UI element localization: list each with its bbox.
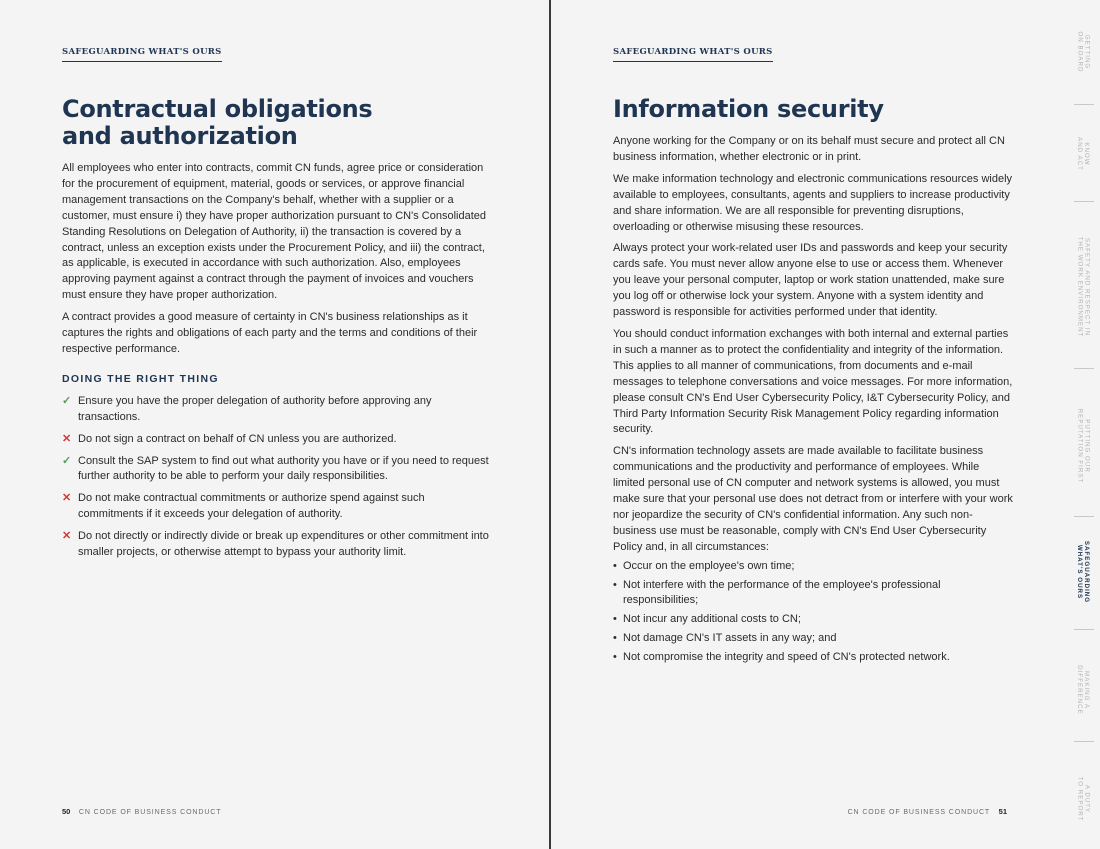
section-eyebrow: SAFEGUARDING WHAT'S OURS [613, 47, 773, 62]
paragraph: All employees who enter into contracts, commit CN funds, agree price or consideration for the procurement of equipment, material, goods or services, or approve financial management transactions on the Company's behalf, whether with a supplier or a customer, must ensure i) they have proper authorization pursuant to CN's Consolidated Standing Resolutions on Delegation of Authority, ii) the transaction is covered by a contract, unless an exception exists under the Procurement Policy, and iii) the contract, as applicable, is executed in accordance with such authorization. Also, employees approving payment against a contract through the payment of invoices and vouchers must ensure they have proper authorization. [62, 162, 486, 302]
tab-safety-and-respect[interactable] [1066, 214, 1100, 359]
checklist-item [62, 529, 492, 561]
paragraph: Anyone working for the Company or on its behalf must secure and protect all CN business information, whether electronic or in print. [613, 135, 1005, 163]
tab-putting-our-reputation-first[interactable] [1066, 380, 1100, 512]
list-item-text: Not incur any additional costs to CN; [623, 613, 801, 626]
check-icon: ✓ [62, 394, 72, 407]
paragraph: You should conduct information exchanges with both internal and external parties in such a manner as to protect the confidentiality and integrity of the information. This applies to all manner of communications, from documents and e-mail messages to telephone conversations and voice messages. For more information, please consult CN's End User Cybersecurity Policy, I&T Cybersecurity Policy, and Third Party Information Security Risk Management Policy regarding information security. [613, 327, 1013, 436]
list-item-text: Occur on the employee's own time; [623, 559, 795, 572]
cross-icon: ✕ [62, 492, 72, 505]
section-eyebrow: SAFEGUARDING WHAT'S OURS [62, 47, 222, 62]
tab-safeguarding-whats-ours[interactable] [1066, 528, 1100, 616]
list-item [613, 650, 1013, 666]
tab-label: PUTTING OUR REPUTATION FIRST [1076, 408, 1090, 484]
tab-label: SAFETY AND RESPECT IN THE WORK ENVIRONMENT [1076, 236, 1091, 337]
bullet-icon: • [613, 613, 617, 626]
checklist-item [62, 454, 492, 486]
list-item-text: Not interfere with the performance of the employee's professional responsibilities; [623, 578, 941, 607]
page-title: Information security [613, 95, 884, 123]
right-page [551, 0, 1066, 849]
bullet-icon: • [613, 578, 617, 591]
footer-title: CN CODE OF BUSINESS CONDUCT [847, 809, 991, 816]
checklist-item [62, 491, 492, 523]
checklist-text: Ensure you have the proper delegation of authority before approving any transactions. [78, 394, 432, 423]
tab-getting-on-board[interactable] [1066, 18, 1100, 86]
list-item [613, 578, 1013, 610]
page-title [62, 96, 502, 150]
list-item [613, 559, 1013, 575]
bullet-list [613, 559, 1013, 666]
checklist-text: Do not directly or indirectly divide or break up expenditures or other commitment into smaller projects, or otherwise attempt to bypass your authority limit. [78, 530, 489, 559]
checklist-text: Do not make contractual commitments or authorize spend against such commitments if it exceeds your delegation of authority. [78, 492, 425, 521]
left-body [62, 161, 492, 567]
checklist-text: Do not sign a contract on behalf of CN unless you are authorized. [78, 432, 397, 445]
bullet-icon: • [613, 632, 617, 645]
page-footer [62, 807, 221, 816]
tab-making-a-difference[interactable] [1066, 645, 1100, 735]
page-number: 50 [62, 807, 71, 816]
right-body [613, 134, 1013, 669]
tab-label: GETTING ON BOARD [1076, 31, 1091, 73]
tab-know-and-act[interactable] [1066, 120, 1100, 188]
tab-divider [1074, 104, 1094, 105]
title-line-2: and authorization [62, 122, 298, 150]
tab-divider [1074, 629, 1094, 630]
checklist [62, 394, 492, 561]
tab-label: MAKING A DIFFERENCE [1076, 665, 1091, 715]
footer-title: CN CODE OF BUSINESS CONDUCT [78, 809, 222, 816]
page-number: 51 [998, 807, 1007, 816]
section-tab-sidebar [1066, 0, 1100, 849]
bullet-icon: • [613, 559, 617, 572]
tab-divider [1074, 741, 1094, 742]
check-icon: ✓ [62, 454, 72, 467]
list-item [613, 612, 1013, 628]
tab-label-active: SAFEGUARDING WHAT'S OURS [1076, 540, 1091, 604]
paragraph: CN's information technology assets are made available to facilitate business communications and the productivity and performance of employees. While limited personal use of CN computer and network systems is allowed, you must make sure that your personal use does not detract from or interfere with your work nor jeopardize the security of CN's confidential information. Any such non-business use must be reasonable, comply with CN's End User Cybersecurity Policy and, in all circumstances: [613, 445, 1013, 553]
tab-label: A DUTY TO REPORT [1076, 776, 1090, 822]
paragraph: A contract provides a good measure of certainty in CN's business relationships as it captures the rights and obligations of each party and the terms and conditions of their respective performance. [62, 311, 478, 355]
page-footer [848, 807, 1007, 816]
cross-icon: ✕ [62, 530, 72, 543]
bullet-icon: • [613, 651, 617, 664]
subheading: DOING THE RIGHT THING [62, 372, 219, 385]
checklist-text: Consult the SAP system to find out what authority you have or if you need to request further authority to be able to perform your daily responsibilities. [78, 454, 489, 483]
list-item [613, 631, 1013, 647]
checklist-item [62, 432, 492, 448]
tab-a-duty-to-report[interactable] [1066, 758, 1100, 840]
tab-divider [1074, 201, 1094, 202]
checklist-item [62, 394, 492, 426]
paragraph: Always protect your work-related user IDs and passwords and keep your security cards safe. You must never allow anyone else to use or access them. Whenever you leave your personal computer, laptop or work station unattended, make sure you log off or otherwise lock your system. Anyone with a system identity and password is responsible for activities performed under that identity. [613, 242, 1008, 319]
tab-divider [1074, 368, 1094, 369]
tab-label: KNOW AND ACT [1075, 137, 1090, 171]
paragraph: We make information technology and electronic communications resources widely available to employees, consultants, agents and suppliers to increase productivity and share information. We are all responsible for preventing disruptions, overloading or otherwise misusing these resources. [613, 172, 1013, 233]
cross-icon: ✕ [62, 432, 72, 445]
list-item-text: Not compromise the integrity and speed of CN's protected network. [623, 651, 950, 664]
list-item-text: Not damage CN's IT assets in any way; and [623, 632, 837, 645]
tab-divider [1074, 516, 1094, 517]
title-line-1: Contractual obligations [62, 95, 373, 123]
